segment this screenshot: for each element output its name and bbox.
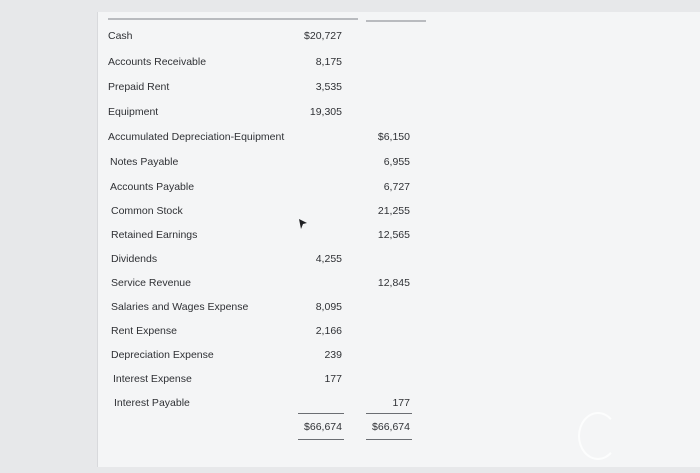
debit-amount: 239 — [324, 349, 342, 361]
credit-sum-line — [366, 413, 412, 414]
account-name: Depreciation Expense — [111, 349, 214, 361]
table-row — [98, 249, 700, 269]
debit-amount: 4,255 — [315, 253, 342, 265]
account-name: Service Revenue — [111, 277, 191, 289]
table-row — [98, 177, 700, 197]
account-name: Accounts Payable — [110, 181, 195, 193]
trial-balance-sheet — [97, 12, 700, 467]
table-row — [98, 273, 700, 293]
table-row — [98, 345, 700, 365]
account-name: Interest Payable — [114, 397, 190, 409]
debit-double-underline — [298, 439, 344, 440]
credit-double-underline — [366, 439, 412, 440]
mouse-cursor-icon — [298, 218, 308, 230]
total-credit: $66,674 — [372, 421, 410, 433]
table-row — [98, 201, 700, 221]
top-rule-accounts — [108, 18, 298, 20]
total-debit: $66,674 — [304, 421, 342, 433]
credit-amount: 6,955 — [383, 156, 410, 168]
table-row — [98, 52, 700, 72]
debit-amount: $20,727 — [304, 30, 342, 42]
account-name: Retained Earnings — [111, 229, 198, 241]
account-name: Dividends — [111, 253, 158, 265]
account-name: Common Stock — [111, 205, 183, 217]
table-row — [98, 152, 700, 172]
credit-amount: 177 — [392, 397, 410, 409]
account-name: Notes Payable — [110, 156, 179, 168]
account-name: Accumulated Depreciation-Equipment — [108, 131, 285, 143]
table-row — [98, 321, 700, 341]
account-name: Accounts Receivable — [108, 56, 207, 68]
account-name: Cash — [108, 30, 133, 42]
top-rule-debit — [298, 18, 358, 20]
credit-amount: 12,845 — [377, 277, 410, 289]
table-row — [98, 225, 700, 245]
top-rule-credit — [366, 20, 426, 22]
table-row — [98, 26, 700, 46]
debit-sum-line — [298, 413, 344, 414]
debit-amount: 19,305 — [309, 106, 342, 118]
account-name: Interest Expense — [113, 373, 192, 385]
account-name: Equipment — [108, 106, 159, 118]
debit-amount: 3,535 — [315, 81, 342, 93]
table-row — [98, 102, 700, 122]
table-row — [98, 369, 700, 389]
debit-amount: 2,166 — [315, 325, 342, 337]
account-name: Prepaid Rent — [108, 81, 170, 93]
credit-amount: 21,255 — [377, 205, 410, 217]
debit-amount: 8,095 — [315, 301, 342, 313]
debit-amount: 177 — [324, 373, 342, 385]
screen-glare — [578, 412, 618, 460]
table-row — [98, 127, 700, 147]
table-row — [98, 393, 700, 413]
account-name: Salaries and Wages Expense — [111, 301, 249, 313]
table-row — [98, 297, 700, 317]
account-name: Rent Expense — [111, 325, 177, 337]
table-row — [98, 77, 700, 97]
debit-amount: 8,175 — [315, 56, 342, 68]
credit-amount: $6,150 — [377, 131, 410, 143]
credit-amount: 12,565 — [377, 229, 410, 241]
credit-amount: 6,727 — [383, 181, 410, 193]
